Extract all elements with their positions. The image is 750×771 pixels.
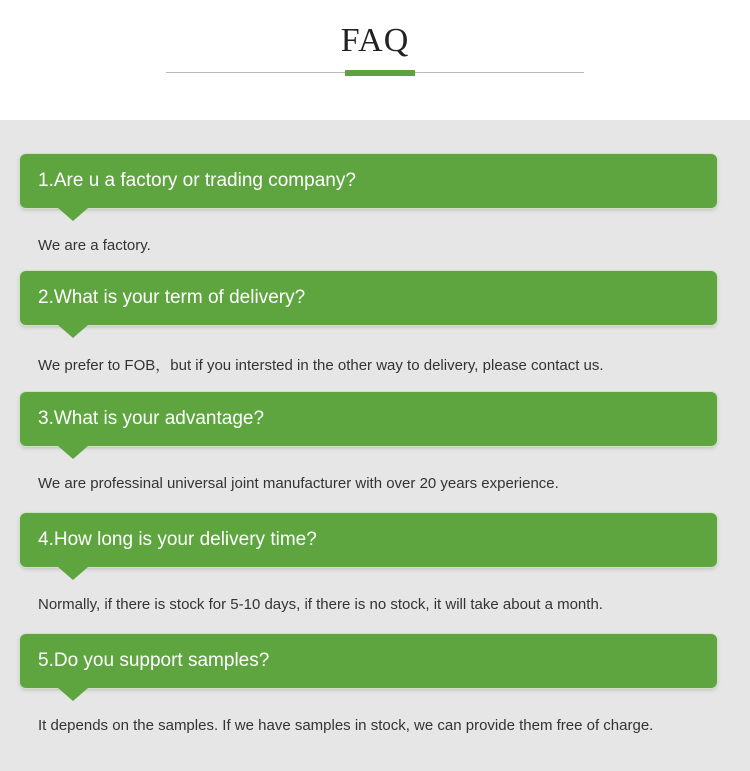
faq-answer-5: It depends on the samples. If we have samples in stock, we can provide them free of charge. <box>38 717 654 734</box>
speech-pointer <box>58 567 88 580</box>
title-divider-accent <box>345 70 415 76</box>
faq-header <box>0 0 750 120</box>
faq-answer-1: We are a factory. <box>38 237 151 254</box>
faq-question-text: 1.Are u a factory or trading company? <box>38 170 356 191</box>
speech-pointer <box>58 446 88 459</box>
speech-pointer <box>58 208 88 221</box>
faq-question-text: 2.What is your term of delivery? <box>38 287 306 308</box>
faq-question-text: 5.Do you support samples? <box>38 650 270 671</box>
faq-question-5 <box>20 634 717 688</box>
speech-pointer <box>58 688 88 701</box>
faq-question-1 <box>20 154 717 208</box>
faq-question-text: 3.What is your advantage? <box>38 408 265 429</box>
faq-answer-2: We prefer to FOB，but if you intersted in the other way to delivery, please contact us. <box>38 357 604 374</box>
faq-answer-3: We are professinal universal joint manufacturer with over 20 years experience. <box>38 475 559 492</box>
faq-list <box>0 120 750 771</box>
faq-answer-4: Normally, if there is stock for 5-10 days, if there is no stock, it will take about a month. <box>38 596 603 613</box>
speech-pointer <box>58 325 88 338</box>
faq-question-text: 4.How long is your delivery time? <box>38 529 317 550</box>
faq-question-3 <box>20 392 717 446</box>
faq-question-2 <box>20 271 717 325</box>
page-title: FAQ <box>340 22 410 59</box>
faq-question-4 <box>20 513 717 567</box>
